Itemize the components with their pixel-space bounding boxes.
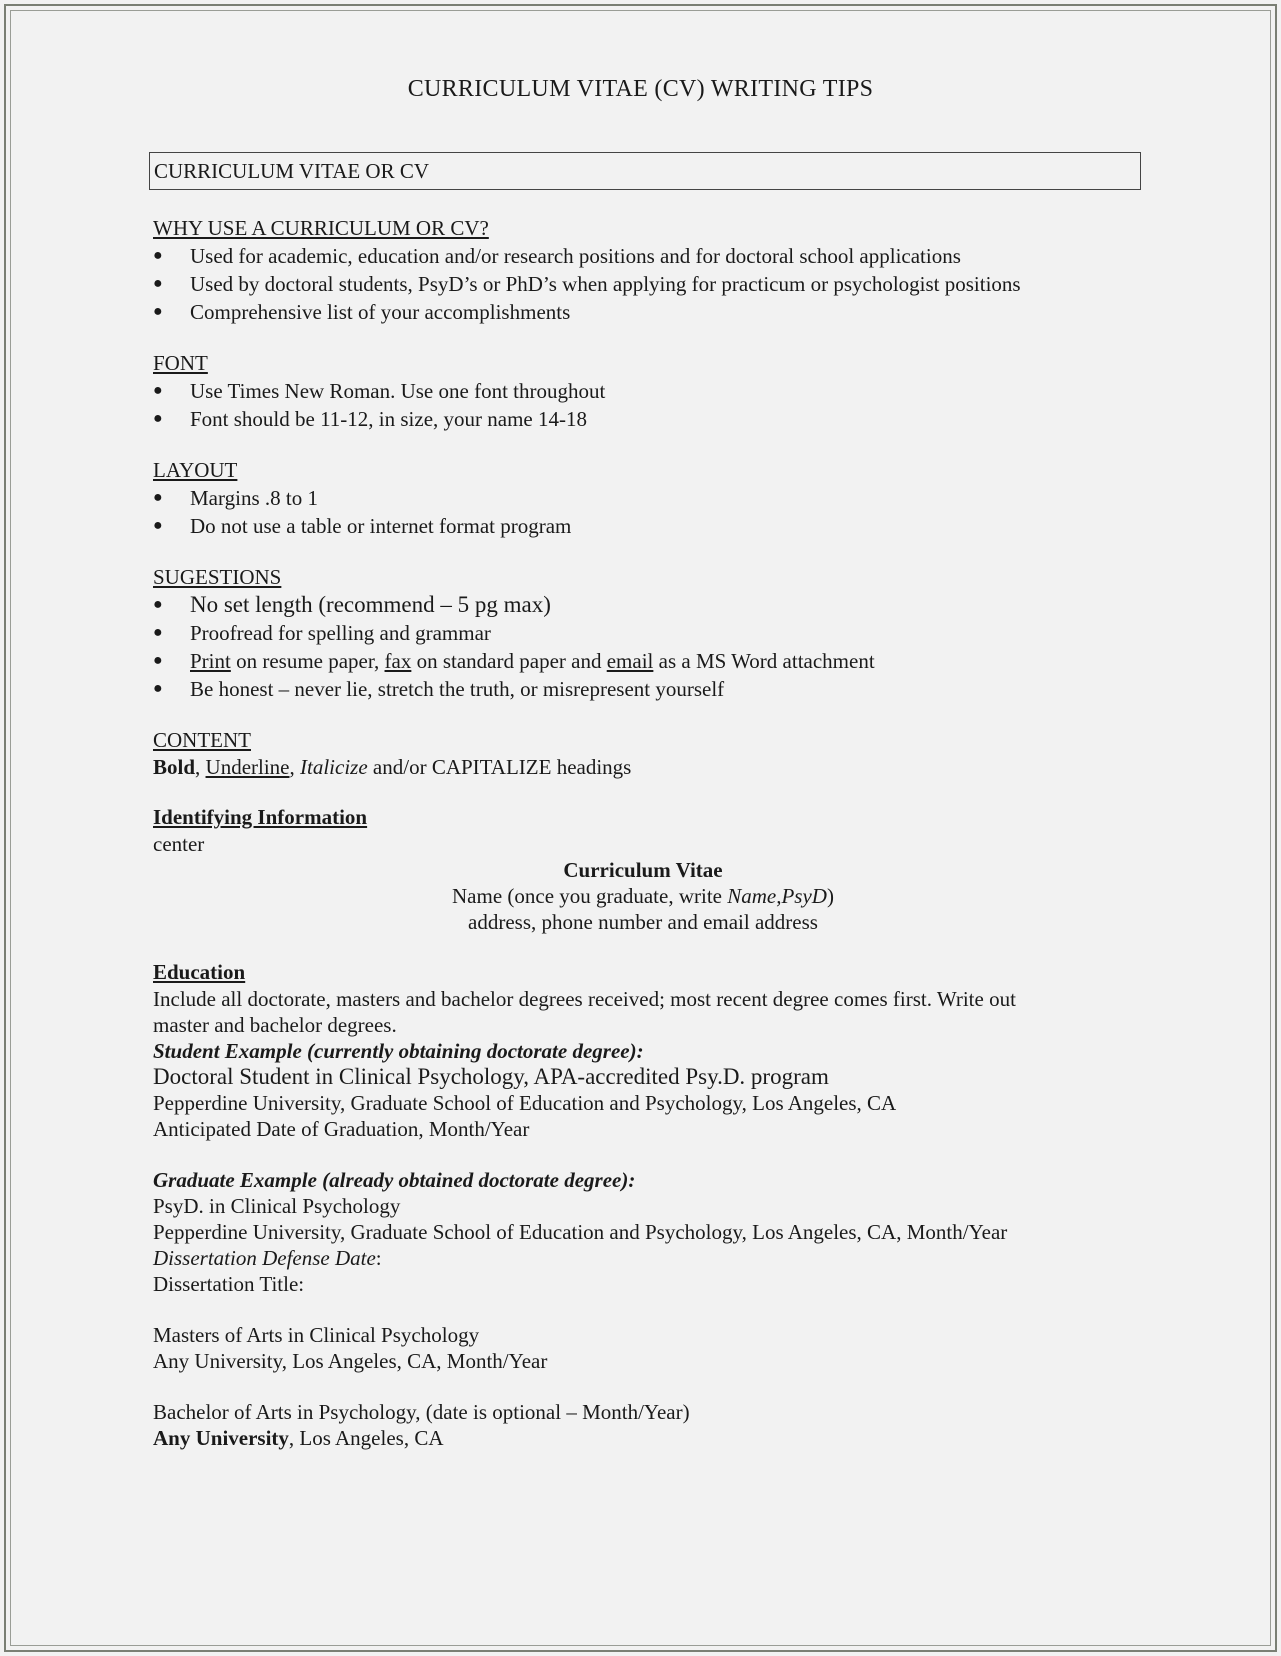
bullet-list-font [153,377,1133,433]
section-suggestions [153,564,1133,703]
list-item: ● Be honest – never lie, stretch the truth, or misrepresent yourself [153,677,725,701]
section-heading-identifying: Identifying Information [153,805,368,829]
list-item: ● Use Times New Roman. Use one font throughout [153,379,606,403]
bullet-icon: ● [153,624,163,641]
center-note: center [153,832,205,856]
education-intro-cont: master and bachelor degrees. [153,1013,397,1037]
bullet-icon: ● [153,410,163,427]
masters-degree: Masters of Arts in Clinical Psychology [153,1323,480,1347]
print-text: Print [190,649,231,673]
list-item: ● No set length (recommend – 5 pg max) [153,592,551,617]
section-content [153,727,1133,780]
list-item: ● Comprehensive list of your accomplishments [153,300,571,324]
content-line: Bold, Underline, Italicize and/or CAPITALIZE headings [153,755,632,779]
student-example-label: Student Example (currently obtaining doctorate degree): [153,1039,644,1063]
bullet-icon: ● [153,489,163,506]
section-heading-font: FONT [153,351,208,375]
dissertation-title: Dissertation Title: [153,1272,305,1296]
bullet-icon: ● [153,680,163,697]
student-school: Pepperdine University, Graduate School of Education and Psychology, Los Angeles, CA [153,1091,897,1115]
bullet-icon: ● [153,652,163,669]
list-item: ● Do not use a table or internet format program [153,514,572,538]
list-item: ● Used for academic, education and/or research positions and for doctoral school applications [153,244,961,268]
list-item: ● Margins .8 to 1 [153,486,318,510]
document-title: CURRICULUM VITAE (CV) WRITING TIPS [407,76,874,102]
section-heading-layout: LAYOUT [153,458,238,482]
bullet-list-why [153,242,1133,326]
bachelor-degree: Bachelor of Arts in Psychology, (date is optional – Month/Year) [153,1400,690,1424]
fax-text: fax [384,649,412,673]
section-heading-education: Education [153,960,246,984]
section-education [153,959,1133,1451]
cv-title-example: Curriculum Vitae [563,858,723,882]
graduate-example-label: Graduate Example (already obtained doctorate degree): [153,1168,636,1192]
bullet-icon: ● [153,303,163,320]
contact-example: address, phone number and email address [468,910,818,934]
bullet-icon: ● [153,382,163,399]
email-text: email [606,649,654,673]
grad-degree: PsyD. in Clinical Psychology [153,1194,401,1218]
bullet-list-layout [153,484,1133,540]
section-why [153,215,1133,326]
list-item: ● Print on resume paper, fax on standard paper and email as a MS Word attachment [153,649,875,673]
document-body [153,215,1133,1451]
section-layout [153,457,1133,540]
section-heading-why: WHY USE A CURRICULUM OR CV? [153,216,489,240]
bullet-list-suggestions [153,591,1133,703]
list-item: ● Font should be 11-12, in size, your name 14-18 [153,407,588,431]
section-heading-suggestions: SUGESTIONS [153,565,282,589]
list-item: ● Used by doctoral students, PsyD’s or PhD’s when applying for practicum or psychologist positions [153,272,1021,296]
list-item: ● Proofread for spelling and grammar [153,621,491,645]
section-identifying [153,804,1133,935]
section-font [153,350,1133,433]
bullet-icon: ● [153,275,163,292]
education-intro: Include all doctorate, masters and bachelor degrees received; most recent degree comes first. Write out [153,987,1016,1011]
defense-date: Dissertation Defense Date: [153,1246,382,1270]
boxed-heading: CURRICULUM VITAE OR CV [149,152,1141,190]
grad-school: Pepperdine University, Graduate School of Education and Psychology, Los Angeles, CA, Month/Year [153,1220,1008,1244]
name-example: Name (once you graduate, write Name,PsyD) [452,884,834,908]
bullet-icon: ● [153,517,163,534]
bullet-icon: ● [153,596,163,613]
bachelor-school: Any University, Los Angeles, CA [153,1426,444,1450]
student-date: Anticipated Date of Graduation, Month/Year [153,1117,530,1141]
bullet-icon: ● [153,247,163,264]
section-heading-content: CONTENT [153,728,251,752]
masters-school: Any University, Los Angeles, CA, Month/Year [153,1349,548,1373]
student-degree: Doctoral Student in Clinical Psychology, APA-accredited Psy.D. program [153,1064,829,1089]
